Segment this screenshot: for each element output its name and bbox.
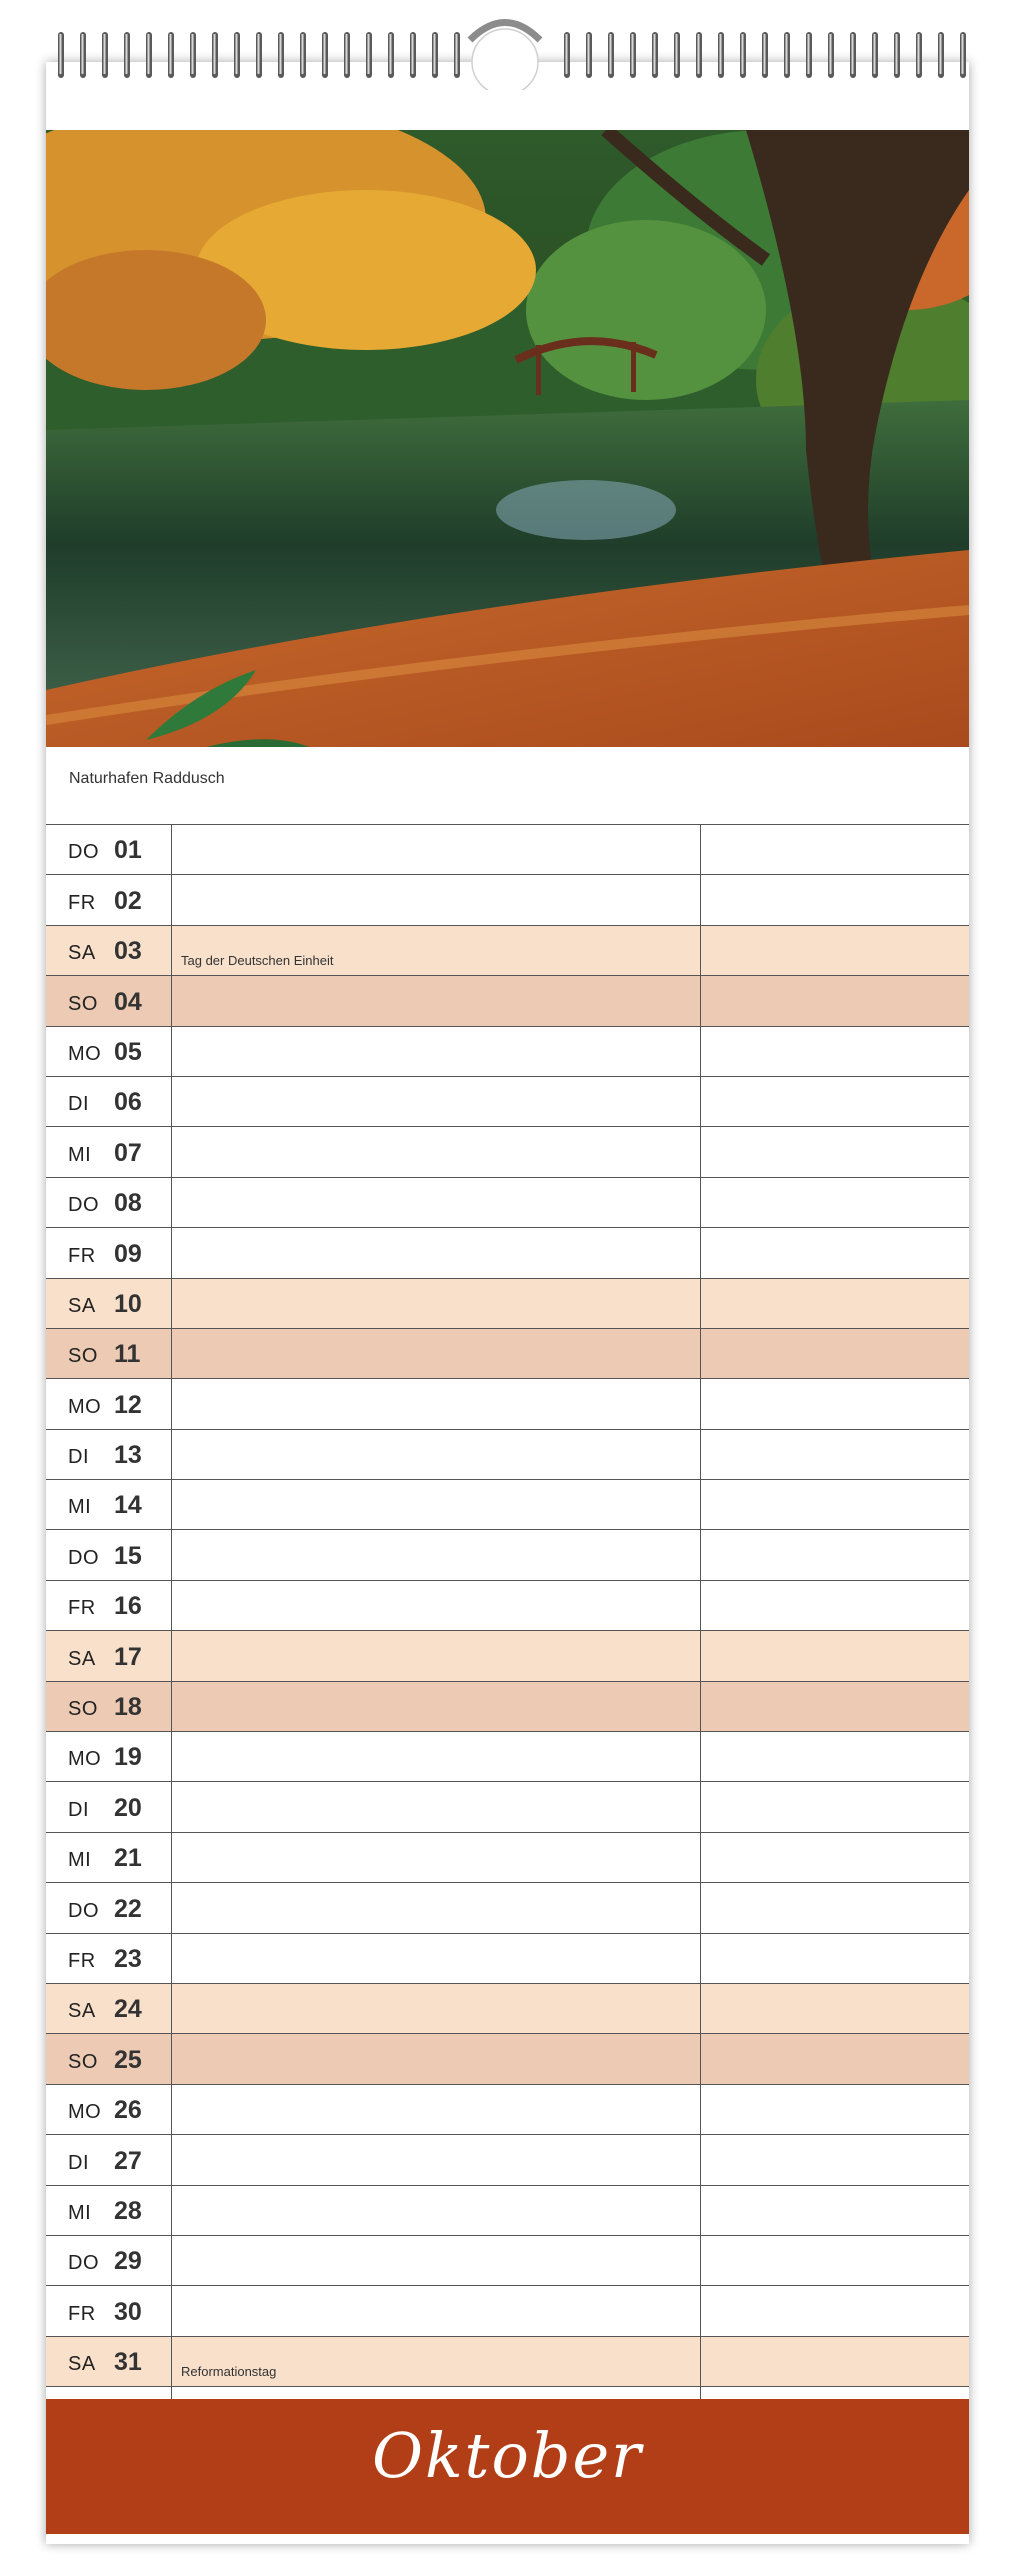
day-number: 30 xyxy=(114,2297,142,2326)
day-number: 27 xyxy=(114,2146,142,2175)
day-row[interactable] xyxy=(46,976,969,1026)
spiral-binding xyxy=(0,0,1011,90)
day-number: 01 xyxy=(114,836,142,865)
day-row[interactable] xyxy=(46,926,969,976)
day-row[interactable] xyxy=(46,1732,969,1782)
day-number: 22 xyxy=(114,1894,142,1923)
day-row[interactable] xyxy=(46,2286,969,2336)
day-number: 29 xyxy=(114,2247,142,2276)
day-row[interactable] xyxy=(46,1631,969,1681)
day-row[interactable] xyxy=(46,2337,969,2387)
weekday-label: FR xyxy=(68,891,96,914)
day-row[interactable] xyxy=(46,1833,969,1883)
weekday-label: FR xyxy=(68,1244,96,1267)
weekday-label: MI xyxy=(68,1496,92,1519)
weekday-label: MO xyxy=(68,1042,102,1065)
day-number: 15 xyxy=(114,1541,142,1570)
weekday-label: DI xyxy=(68,1798,89,1821)
weekday-label: SO xyxy=(68,1345,98,1368)
weekday-label: FR xyxy=(68,2302,96,2325)
day-row[interactable] xyxy=(46,1027,969,1077)
day-row[interactable] xyxy=(46,1178,969,1228)
day-number: 10 xyxy=(114,1289,142,1318)
day-number: 18 xyxy=(114,1693,142,1722)
day-number: 31 xyxy=(114,2348,142,2377)
weekday-label: MI xyxy=(68,1143,92,1166)
holiday-note: Tag der Deutschen Einheit xyxy=(181,953,334,969)
month-title: Oktober xyxy=(372,2419,643,2492)
photo-caption: Naturhafen Raddusch xyxy=(69,770,225,787)
calendar-photo xyxy=(46,130,969,747)
day-number: 09 xyxy=(114,1239,142,1268)
day-row[interactable] xyxy=(46,1883,969,1933)
weekday-label: SA xyxy=(68,1647,96,1670)
weekday-label: DI xyxy=(68,1093,89,1116)
day-number: 07 xyxy=(114,1138,142,1167)
weekday-label: MO xyxy=(68,2101,102,2124)
weekday-label: SA xyxy=(68,2000,96,2023)
weekday-label: SA xyxy=(68,1294,96,1317)
day-number: 04 xyxy=(114,987,142,1016)
day-row[interactable] xyxy=(46,1228,969,1278)
day-row[interactable] xyxy=(46,2085,969,2135)
weekday-label: DO xyxy=(68,1194,99,1217)
day-row[interactable] xyxy=(46,2034,969,2084)
day-row[interactable] xyxy=(46,1984,969,2034)
day-row[interactable] xyxy=(46,1782,969,1832)
day-number: 11 xyxy=(114,1340,141,1369)
day-row[interactable] xyxy=(46,1480,969,1530)
weekday-label: FR xyxy=(68,1949,96,1972)
weekday-label: DO xyxy=(68,841,99,864)
day-row[interactable] xyxy=(46,825,969,875)
day-number: 20 xyxy=(114,1793,142,1822)
weekday-label: DI xyxy=(68,2151,89,2174)
day-row[interactable] xyxy=(46,875,969,925)
column-divider-date xyxy=(171,824,172,2399)
day-row[interactable] xyxy=(46,1077,969,1127)
day-row[interactable] xyxy=(46,1430,969,1480)
day-row[interactable] xyxy=(46,1530,969,1580)
day-number: 23 xyxy=(114,1944,142,1973)
day-number: 06 xyxy=(114,1088,142,1117)
month-footer xyxy=(46,2399,969,2534)
column-divider-notes xyxy=(700,824,701,2399)
day-number: 03 xyxy=(114,937,142,966)
day-row[interactable] xyxy=(46,2135,969,2185)
day-row[interactable] xyxy=(46,1127,969,1177)
day-row[interactable] xyxy=(46,1682,969,1732)
day-row[interactable] xyxy=(46,1279,969,1329)
day-number: 25 xyxy=(114,2045,142,2074)
weekday-label: DO xyxy=(68,2252,99,2275)
day-number: 08 xyxy=(114,1189,142,1218)
weekday-label: SO xyxy=(68,992,98,1015)
weekday-label: SA xyxy=(68,2353,96,2376)
day-number: 17 xyxy=(114,1642,142,1671)
day-grid xyxy=(46,824,969,2387)
weekday-label: MI xyxy=(68,2201,92,2224)
day-number: 14 xyxy=(114,1491,142,1520)
weekday-label: MO xyxy=(68,1395,102,1418)
weekday-label: MO xyxy=(68,1748,102,1771)
day-number: 16 xyxy=(114,1592,142,1621)
weekday-label: SA xyxy=(68,942,96,965)
day-row[interactable] xyxy=(46,2186,969,2236)
day-row[interactable] xyxy=(46,2236,969,2286)
weekday-label: SO xyxy=(68,2050,98,2073)
day-number: 19 xyxy=(114,1743,142,1772)
weekday-label: DO xyxy=(68,1899,99,1922)
day-number: 13 xyxy=(114,1441,142,1470)
day-number: 05 xyxy=(114,1037,142,1066)
day-number: 12 xyxy=(114,1390,142,1419)
day-number: 02 xyxy=(114,886,142,915)
weekday-label: MI xyxy=(68,1849,92,1872)
holiday-note: Reformationstag xyxy=(181,2364,277,2380)
day-number: 28 xyxy=(114,2196,142,2225)
weekday-label: DO xyxy=(68,1546,99,1569)
day-row[interactable] xyxy=(46,1379,969,1429)
day-row[interactable] xyxy=(46,1329,969,1379)
day-number: 26 xyxy=(114,2096,142,2125)
day-row[interactable] xyxy=(46,1581,969,1631)
weekday-label: DI xyxy=(68,1446,89,1469)
weekday-label: FR xyxy=(68,1597,96,1620)
weekday-label: SO xyxy=(68,1698,98,1721)
day-row[interactable] xyxy=(46,1934,969,1984)
day-number: 24 xyxy=(114,1995,142,2024)
day-number: 21 xyxy=(114,1844,142,1873)
